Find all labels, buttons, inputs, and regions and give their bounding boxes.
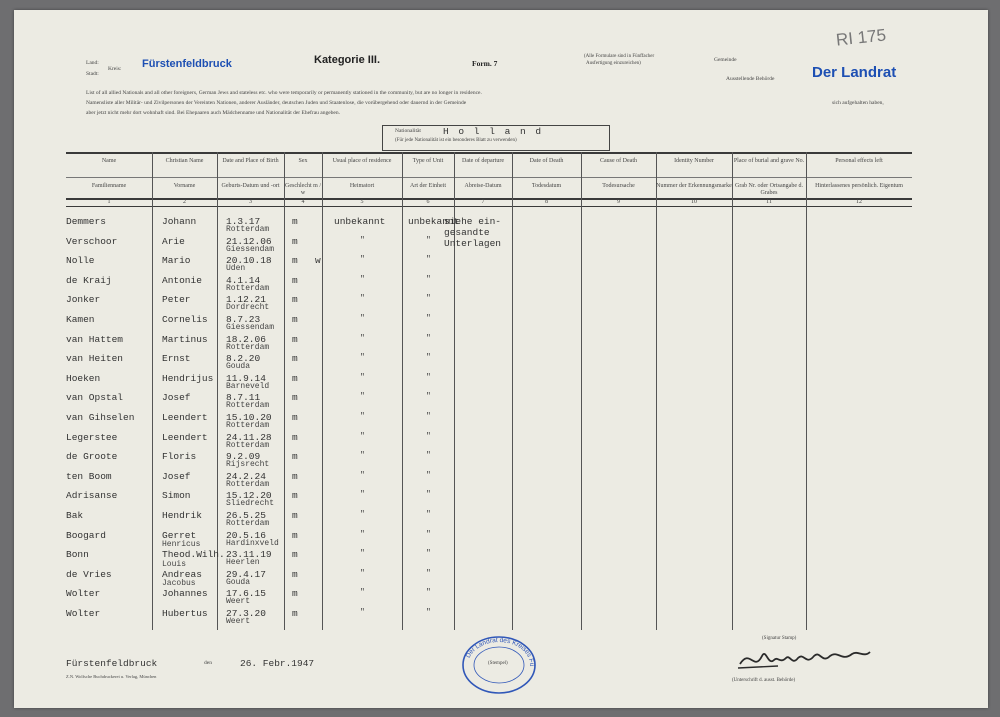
cell-birth-date: 23.11.19 xyxy=(226,549,272,560)
cell-residence: " xyxy=(360,451,365,460)
cell-residence: " xyxy=(360,549,365,558)
column-header-de: Familienname xyxy=(91,183,127,189)
stamp-center-label: (Stempel) xyxy=(488,661,508,666)
cell-residence: " xyxy=(360,294,365,303)
cell-residence: " xyxy=(360,608,365,617)
cell-birth-date: 17.6.15 xyxy=(226,588,266,599)
cell-residence: " xyxy=(360,314,365,323)
column-header-de: Vorname xyxy=(173,183,196,189)
column-number: 2 xyxy=(183,199,186,205)
cell-surname: Boogard xyxy=(66,530,106,541)
cell-residence: " xyxy=(360,275,365,284)
cell-unit-type: " xyxy=(426,353,431,362)
cell-residence: " xyxy=(360,412,365,421)
cell-sex-m: m xyxy=(292,314,298,325)
behoerde-label: Ausstellende Behörde xyxy=(726,76,775,82)
intro-german-1-end: sich aufgehalten haben, xyxy=(832,100,884,106)
cell-first-name: Theod.Wilh. xyxy=(162,549,225,560)
behoerde-stamp: Der Landrat xyxy=(812,64,897,81)
column-number: 3 xyxy=(249,199,252,205)
cell-first-name: Hendrijus xyxy=(162,373,214,384)
cell-sex-m: m xyxy=(292,471,298,482)
column-number: 9 xyxy=(617,199,620,205)
cell-surname: Bonn xyxy=(66,549,89,560)
column-header-en: Place of burial and grave No. xyxy=(733,158,805,164)
column-header-de: Abreise-Datum xyxy=(464,183,502,189)
cell-sex-m: m xyxy=(292,569,298,580)
departure-note-line-3: Unterlagen xyxy=(444,238,502,249)
cell-surname: de Kraij xyxy=(66,275,112,286)
cell-sex-m: m xyxy=(292,373,298,384)
cell-birth-date: 21.12.06 xyxy=(226,236,272,247)
column-header-en: Name xyxy=(101,158,117,164)
cell-surname: de Groote xyxy=(66,451,118,462)
kreis-label: Kreis: xyxy=(108,66,122,72)
nationality-box xyxy=(382,125,610,151)
column-header-de: Todesdatum xyxy=(531,183,562,189)
cell-surname: van Hattem xyxy=(66,334,124,345)
cell-birth-place: Rotterdam xyxy=(226,519,270,528)
cell-sex-m: m xyxy=(292,392,298,403)
cell-sex-m: m xyxy=(292,451,298,462)
document-page xyxy=(14,10,988,708)
cell-surname: van Opstal xyxy=(66,392,124,403)
column-header-de: Geburts-Datum und -ort xyxy=(221,183,280,189)
cell-birth-date: 8.7.11 xyxy=(226,392,261,403)
cell-birth-place: Rijsrecht xyxy=(226,460,270,469)
cell-birth-date: 24.2.24 xyxy=(226,471,266,482)
cell-first-name-extra: Louis xyxy=(162,560,187,569)
cell-birth-place: Weert xyxy=(226,617,251,626)
cell-birth-date: 15.12.20 xyxy=(226,490,272,501)
cell-birth-date: 8.2.20 xyxy=(226,353,261,364)
nationality-label: Nationalität xyxy=(395,128,421,134)
cell-residence: " xyxy=(360,373,365,382)
cell-residence: " xyxy=(360,510,365,519)
cell-residence: " xyxy=(360,490,365,499)
cell-first-name: Leendert xyxy=(162,432,208,443)
cell-birth-date: 4.1.14 xyxy=(226,275,261,286)
cell-residence: " xyxy=(360,236,365,245)
formular-note-2: Ausfertigung einzureichen) xyxy=(586,61,641,66)
departure-note-line-1: siehe ein- xyxy=(444,216,502,227)
cell-unit-type: " xyxy=(426,569,431,578)
column-header-en: Cause of Death xyxy=(600,158,637,164)
cell-unit-type: " xyxy=(426,314,431,323)
footer-place: Fürstenfeldbruck xyxy=(66,658,158,669)
cell-birth-place: Gouda xyxy=(226,362,251,371)
cell-surname: Bak xyxy=(66,510,84,521)
signature-label-top: (Signatur Stamp) xyxy=(762,636,797,641)
cell-surname: ten Boom xyxy=(66,471,112,482)
cell-first-name: Martinus xyxy=(162,334,208,345)
column-number: 12 xyxy=(856,199,862,205)
cell-birth-place: Rotterdam xyxy=(226,401,270,410)
column-header-en: Usual place of residence xyxy=(332,158,392,164)
cell-unit-type: " xyxy=(426,275,431,284)
cell-surname: van Gihselen xyxy=(66,412,135,423)
departure-note xyxy=(444,216,501,249)
cell-unit-type: " xyxy=(426,510,431,519)
cell-sex-m: m xyxy=(292,255,298,266)
printer-imprint: Z.N. Wolfsche Buchdruckerei u. Verlag, München xyxy=(66,674,157,679)
cell-unit-type: " xyxy=(426,255,431,264)
cell-residence: " xyxy=(360,255,365,264)
cell-birth-place: Heerlen xyxy=(226,558,260,567)
formular-note-1: (Alle Formulare sind in Fünffacher xyxy=(584,54,655,59)
cell-residence: " xyxy=(360,392,365,401)
cell-birth-date: 20.10.18 xyxy=(226,255,272,266)
cell-surname: Hoeken xyxy=(66,373,101,384)
cell-first-name: Peter xyxy=(162,294,191,305)
cell-unit-type: " xyxy=(426,294,431,303)
cell-surname: Verschoor xyxy=(66,236,118,247)
cell-unit-type: " xyxy=(426,608,431,617)
cell-birth-date: 9.2.09 xyxy=(226,451,261,462)
cell-residence: " xyxy=(360,353,365,362)
cell-birth-date: 20.5.16 xyxy=(226,530,266,541)
nationality-note: (Für jede Nationalität ist ein besonderes Blatt zu verwenden) xyxy=(395,138,517,143)
cell-first-name-extra: Jacobus xyxy=(162,579,196,588)
cell-unit-type: " xyxy=(426,412,431,421)
column-header-en: Personal effects left xyxy=(835,158,883,164)
official-round-stamp xyxy=(460,635,538,695)
cell-birth-place: Barneveld xyxy=(226,382,270,391)
nationality-value: H o l l a n d xyxy=(443,126,544,137)
cell-birth-place: Weert xyxy=(226,597,251,606)
cell-surname: Adrisanse xyxy=(66,490,118,501)
column-header-de: Hinterlassenes persönlich. Eigentum xyxy=(815,183,903,189)
handwritten-signature xyxy=(734,642,884,676)
cell-birth-date: 11.9.14 xyxy=(226,373,266,384)
cell-unit-type: " xyxy=(426,549,431,558)
cell-birth-place: Gouda xyxy=(226,578,251,587)
column-number: 11 xyxy=(766,199,772,205)
cell-birth-place: Uden xyxy=(226,264,246,273)
cell-birth-place: Rotterdam xyxy=(226,225,270,234)
cell-first-name: Hendrik xyxy=(162,510,202,521)
cell-birth-place: Rotterdam xyxy=(226,343,270,352)
cell-birth-date: 1.3.17 xyxy=(226,216,261,227)
cell-first-name: Antonie xyxy=(162,275,202,286)
cell-first-name: Mario xyxy=(162,255,191,266)
stamp-ring-text: Der Landrat des Kreises Fü xyxy=(464,636,536,667)
cell-unit-type: " xyxy=(426,236,431,245)
cell-sex-m: m xyxy=(292,490,298,501)
cell-residence: " xyxy=(360,432,365,441)
cell-sex-m: m xyxy=(292,510,298,521)
cell-surname: Demmers xyxy=(66,216,106,227)
cell-first-name: Gerret xyxy=(162,530,197,541)
cell-sex-m: m xyxy=(292,353,298,364)
cell-sex-m: m xyxy=(292,530,298,541)
column-header-en: Christian Name xyxy=(165,158,204,164)
cell-residence: " xyxy=(360,569,365,578)
column-header-de: Art der Einheit xyxy=(410,183,446,189)
intro-german-1: Namensliste aller Militär- und Zivilpersonen der Vereinten Nationen, anderer Ausländer, deutschen Juden und Staatenlose, die vorübergehend oder dauernd in der Gemeinde xyxy=(86,100,467,106)
column-header-en: Date of Death xyxy=(529,158,564,164)
cell-sex-m: m xyxy=(292,588,298,599)
column-header-de: Grab Nr. oder Ortsangabe d. Grabes xyxy=(735,183,803,196)
column-header-de: Nummer der Erkennungsmarke xyxy=(656,183,732,189)
stadt-label: Stadt: xyxy=(86,71,99,77)
cell-birth-place: Rotterdam xyxy=(226,284,270,293)
cell-birth-place: Giessendam xyxy=(226,245,275,254)
cell-birth-date: 29.4.17 xyxy=(226,569,266,580)
cell-surname: Nolle xyxy=(66,255,95,266)
cell-unit-type: " xyxy=(426,530,431,539)
cell-birth-place: Giessendam xyxy=(226,323,275,332)
cell-residence: " xyxy=(360,334,365,343)
cell-surname: van Heiten xyxy=(66,353,124,364)
cell-first-name: Cornelis xyxy=(162,314,208,325)
cell-surname: Kamen xyxy=(66,314,95,325)
cell-first-name: Leendert xyxy=(162,412,208,423)
kategorie-title: Kategorie III. xyxy=(314,54,381,66)
cell-sex-m: m xyxy=(292,432,298,443)
cell-birth-date: 15.10.20 xyxy=(226,412,272,423)
cell-unit-type: " xyxy=(426,392,431,401)
cell-first-name: Johann xyxy=(162,216,197,227)
cell-birth-place: Hardinxveld xyxy=(226,539,279,548)
column-number: 7 xyxy=(481,199,485,205)
cell-sex-w: w xyxy=(315,255,321,266)
gemeinde-label: Gemeinde xyxy=(714,57,737,63)
cell-unit-type: " xyxy=(426,373,431,382)
cell-surname: Legerstee xyxy=(66,432,118,443)
cell-birth-date: 26.5.25 xyxy=(226,510,266,521)
cell-unit-type: " xyxy=(426,490,431,499)
column-number: 6 xyxy=(426,199,430,205)
cell-unit-type: " xyxy=(426,334,431,343)
land-label: Land: xyxy=(86,60,99,66)
kreis-value-stamp: Fürstenfeldbruck xyxy=(142,58,232,70)
cell-sex-m: m xyxy=(292,334,298,345)
cell-unit-type: " xyxy=(426,588,431,597)
cell-unit-type: " xyxy=(426,432,431,441)
column-header-en: Type of Unit xyxy=(412,158,444,164)
column-header-en: Identity Number xyxy=(674,158,714,164)
cell-sex-m: m xyxy=(292,412,298,423)
archive-reference-handwritten: RI 175 xyxy=(835,25,887,50)
cell-residence: unbekannt xyxy=(334,216,386,227)
column-number: 10 xyxy=(691,199,697,205)
cell-surname: Wolter xyxy=(66,608,101,619)
cell-unit-type: " xyxy=(426,471,431,480)
cell-birth-place: Rotterdam xyxy=(226,480,270,489)
cell-first-name: Hubertus xyxy=(162,608,208,619)
cell-surname: Wolter xyxy=(66,588,101,599)
cell-first-name-extra: Henricus xyxy=(162,540,201,549)
column-header-en: Date of departure xyxy=(462,158,504,164)
column-header-en: Sex xyxy=(298,158,308,164)
column-number: 4 xyxy=(301,199,305,205)
cell-first-name: Josef xyxy=(162,392,191,403)
cell-residence: " xyxy=(360,471,365,480)
cell-birth-place: Dordrecht xyxy=(226,303,270,312)
cell-birth-date: 27.3.20 xyxy=(226,608,266,619)
cell-residence: " xyxy=(360,530,365,539)
cell-residence: " xyxy=(360,588,365,597)
column-number: 5 xyxy=(360,199,364,205)
cell-unit-type: unbekannt xyxy=(408,216,460,227)
cell-sex-m: m xyxy=(292,236,298,247)
cell-birth-date: 1.12.21 xyxy=(226,294,266,305)
column-header-de: Heimatort xyxy=(349,183,375,189)
cell-birth-place: Sliedrecht xyxy=(226,499,275,508)
cell-unit-type: " xyxy=(426,451,431,460)
cell-sex-m: m xyxy=(292,216,298,227)
column-header-de: Geschlecht m / w xyxy=(285,183,321,196)
cell-first-name: Andreas xyxy=(162,569,202,580)
cell-birth-place: Rotterdam xyxy=(226,441,270,450)
intro-english: List of all allied Nationals and all other foreigners, German Jews and stateless etc. who were temporarily or permanently stationed in the community, but are no longer in residence. xyxy=(86,90,482,96)
cell-birth-date: 8.7.23 xyxy=(226,314,261,325)
footer-date: 26. Febr.1947 xyxy=(240,658,315,669)
cell-birth-date: 18.2.06 xyxy=(226,334,266,345)
cell-first-name: Ernst xyxy=(162,353,191,364)
signature-label-bottom: (Unterschrift d. ausst. Behörde) xyxy=(732,678,796,683)
cell-first-name: Floris xyxy=(162,451,197,462)
column-number: 8 xyxy=(545,199,548,205)
cell-sex-m: m xyxy=(292,294,298,305)
cell-first-name: Simon xyxy=(162,490,191,501)
cell-first-name: Josef xyxy=(162,471,191,482)
cell-birth-date: 24.11.28 xyxy=(226,432,272,443)
cell-sex-m: m xyxy=(292,275,298,286)
column-header-de: Todesursache xyxy=(602,183,635,189)
column-number: 1 xyxy=(107,199,111,205)
departure-note-line-2: gesandte xyxy=(444,227,490,238)
cell-birth-place: Rotterdam xyxy=(226,421,270,430)
cell-first-name: Arie xyxy=(162,236,185,247)
intro-german-2: aber jetzt nicht mehr dort wohnhaft sind. Bei Ehepaaren auch Mädchenname und Nationalität der Ehefrau angeben. xyxy=(86,110,340,116)
footer-den: den xyxy=(204,660,212,666)
cell-sex-m: m xyxy=(292,608,298,619)
form-number: Form. 7 xyxy=(472,59,498,68)
cell-surname: Jonker xyxy=(66,294,101,305)
cell-surname: de Vries xyxy=(66,569,112,580)
column-header-en: Date and Place of Birth xyxy=(222,158,279,164)
cell-first-name: Johannes xyxy=(162,588,208,599)
cell-sex-m: m xyxy=(292,549,298,560)
